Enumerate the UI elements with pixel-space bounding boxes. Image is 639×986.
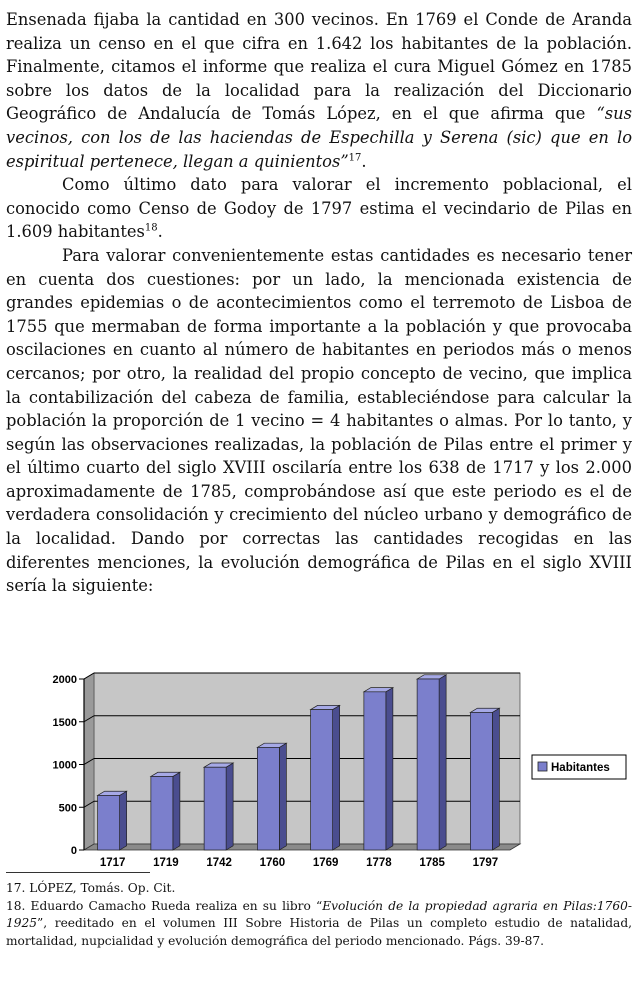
chart-floor [84,844,520,850]
bar-1769 [311,710,333,850]
italic-text: Evolución de la propiedad agraria en Pilas:1760-1925 [6,898,632,930]
bar-side-1742 [226,763,233,850]
bar-side-1717 [120,791,127,850]
x-tick-label: 1778 [366,857,392,869]
y-tick-label: 500 [58,802,77,815]
text-run: Como último dato para valorar el incremento poblacional, el conocido como Censo de Godoy de 1797 estima el vecindario de Pilas en 1.609 habitantes [6,175,632,242]
text-run: . [157,222,163,242]
text-run: . [361,151,367,171]
bar-side-1785 [439,675,446,850]
bar-side-1797 [492,708,499,850]
footnote-fn17 [6,880,632,898]
footnote-reference[interactable]: 18 [144,222,158,234]
population-bar-chart [14,666,634,872]
paragraph-p2 [6,173,632,244]
bar-side-1769 [333,705,340,850]
text-run: Ensenada fijaba la cantidad en 300 vecinos. En 1769 el Conde de Aranda realiza un censo en el que cifra en 1.642 los habitantes de la población. Finalmente, citamos el informe que realiza el cura Miguel Gómez en 1785 sobre los datos de la localidad para la realización del Diccionario Geográfico de Andalucía de Tomás López, en el que afirma que [6,10,632,124]
bar-1760 [257,747,279,850]
body-text [6,8,632,598]
bar-1742 [204,767,226,850]
bar-side-1778 [386,688,393,850]
bar-1785 [417,679,439,850]
x-tick-label: 1719 [153,857,179,869]
x-tick-label: 1769 [312,857,339,869]
footnotes [6,880,632,950]
legend-swatch [538,762,547,771]
footnote-separator [6,872,150,873]
bar-1797 [470,712,492,850]
footnote-reference[interactable]: 17 [348,152,362,164]
paragraph-p3 [6,244,632,598]
x-tick-label: 1717 [99,857,126,869]
footnote-fn18 [6,898,632,951]
text-run: 18. Eduardo Camacho Rueda realiza en su libro “ [6,898,323,913]
x-tick-label: 1785 [419,857,445,869]
x-tick-label: 1760 [259,857,286,869]
x-tick-label: 1797 [472,857,499,869]
text-run: Para valorar convenientemente estas cantidades es necesario tener en cuenta dos cuestiones: por un lado, la mencionada existencia de grandes epidemias o de acontecimientos como el terremoto de Lisboa de 1755 que mermaban de forma importante a la población y que provocaba oscilaciones en cuanto al número de habitantes en periodos más o menos cercanos; por otro, la realidad del propio concepto de vecino, que implica la contabilización del cabeza de familia, estableciéndose para calcular la población la proporción de 1 vecino = 4 habitantes o almas. Por lo tanto, y según las observaciones realizadas, la población de Pilas entre el primer y el último cuarto del siglo XVIII oscilaría entre los 638 de 1717 y los 2.000 aproximadamente de 1785, comprobándose así que este periodo es el de verdadera consolidación y crecimiento del núcleo urbano y demográfico de la localidad. Dando por correctas las cantidades recogidas en las diferentes menciones, la evolución demográfica de Pilas en el siglo XVIII sería la siguiente: [6,245,632,596]
bar-side-1719 [173,772,180,850]
y-tick-label: 2000 [52,674,77,686]
italic-text: “sus vecinos, con los de las haciendas de Espechilla y Serena (sic) que en lo espiritual pertenece, llegan a quinientos” [6,104,632,171]
x-tick-label: 1742 [206,857,232,869]
bar-side-1760 [279,743,286,850]
bar-1717 [98,795,120,850]
text-run: ”, reeditado en el volumen III Sobre Historia de Pilas un completo estudio de natalidad, mortalidad, nupcialidad y evolución demográfica del periodo mencionado. Págs. 39-87. [6,916,632,948]
bar-1778 [364,692,386,850]
legend-label: Habitantes [551,762,610,774]
text-run: 17. LÓPEZ, Tomás. Op. Cit. [6,881,176,895]
y-tick-label: 1000 [52,759,77,772]
y-tick-label: 1500 [52,716,77,729]
bar-1719 [151,776,173,850]
paragraph-p1 [6,8,632,173]
y-tick-label: 0 [70,845,77,857]
